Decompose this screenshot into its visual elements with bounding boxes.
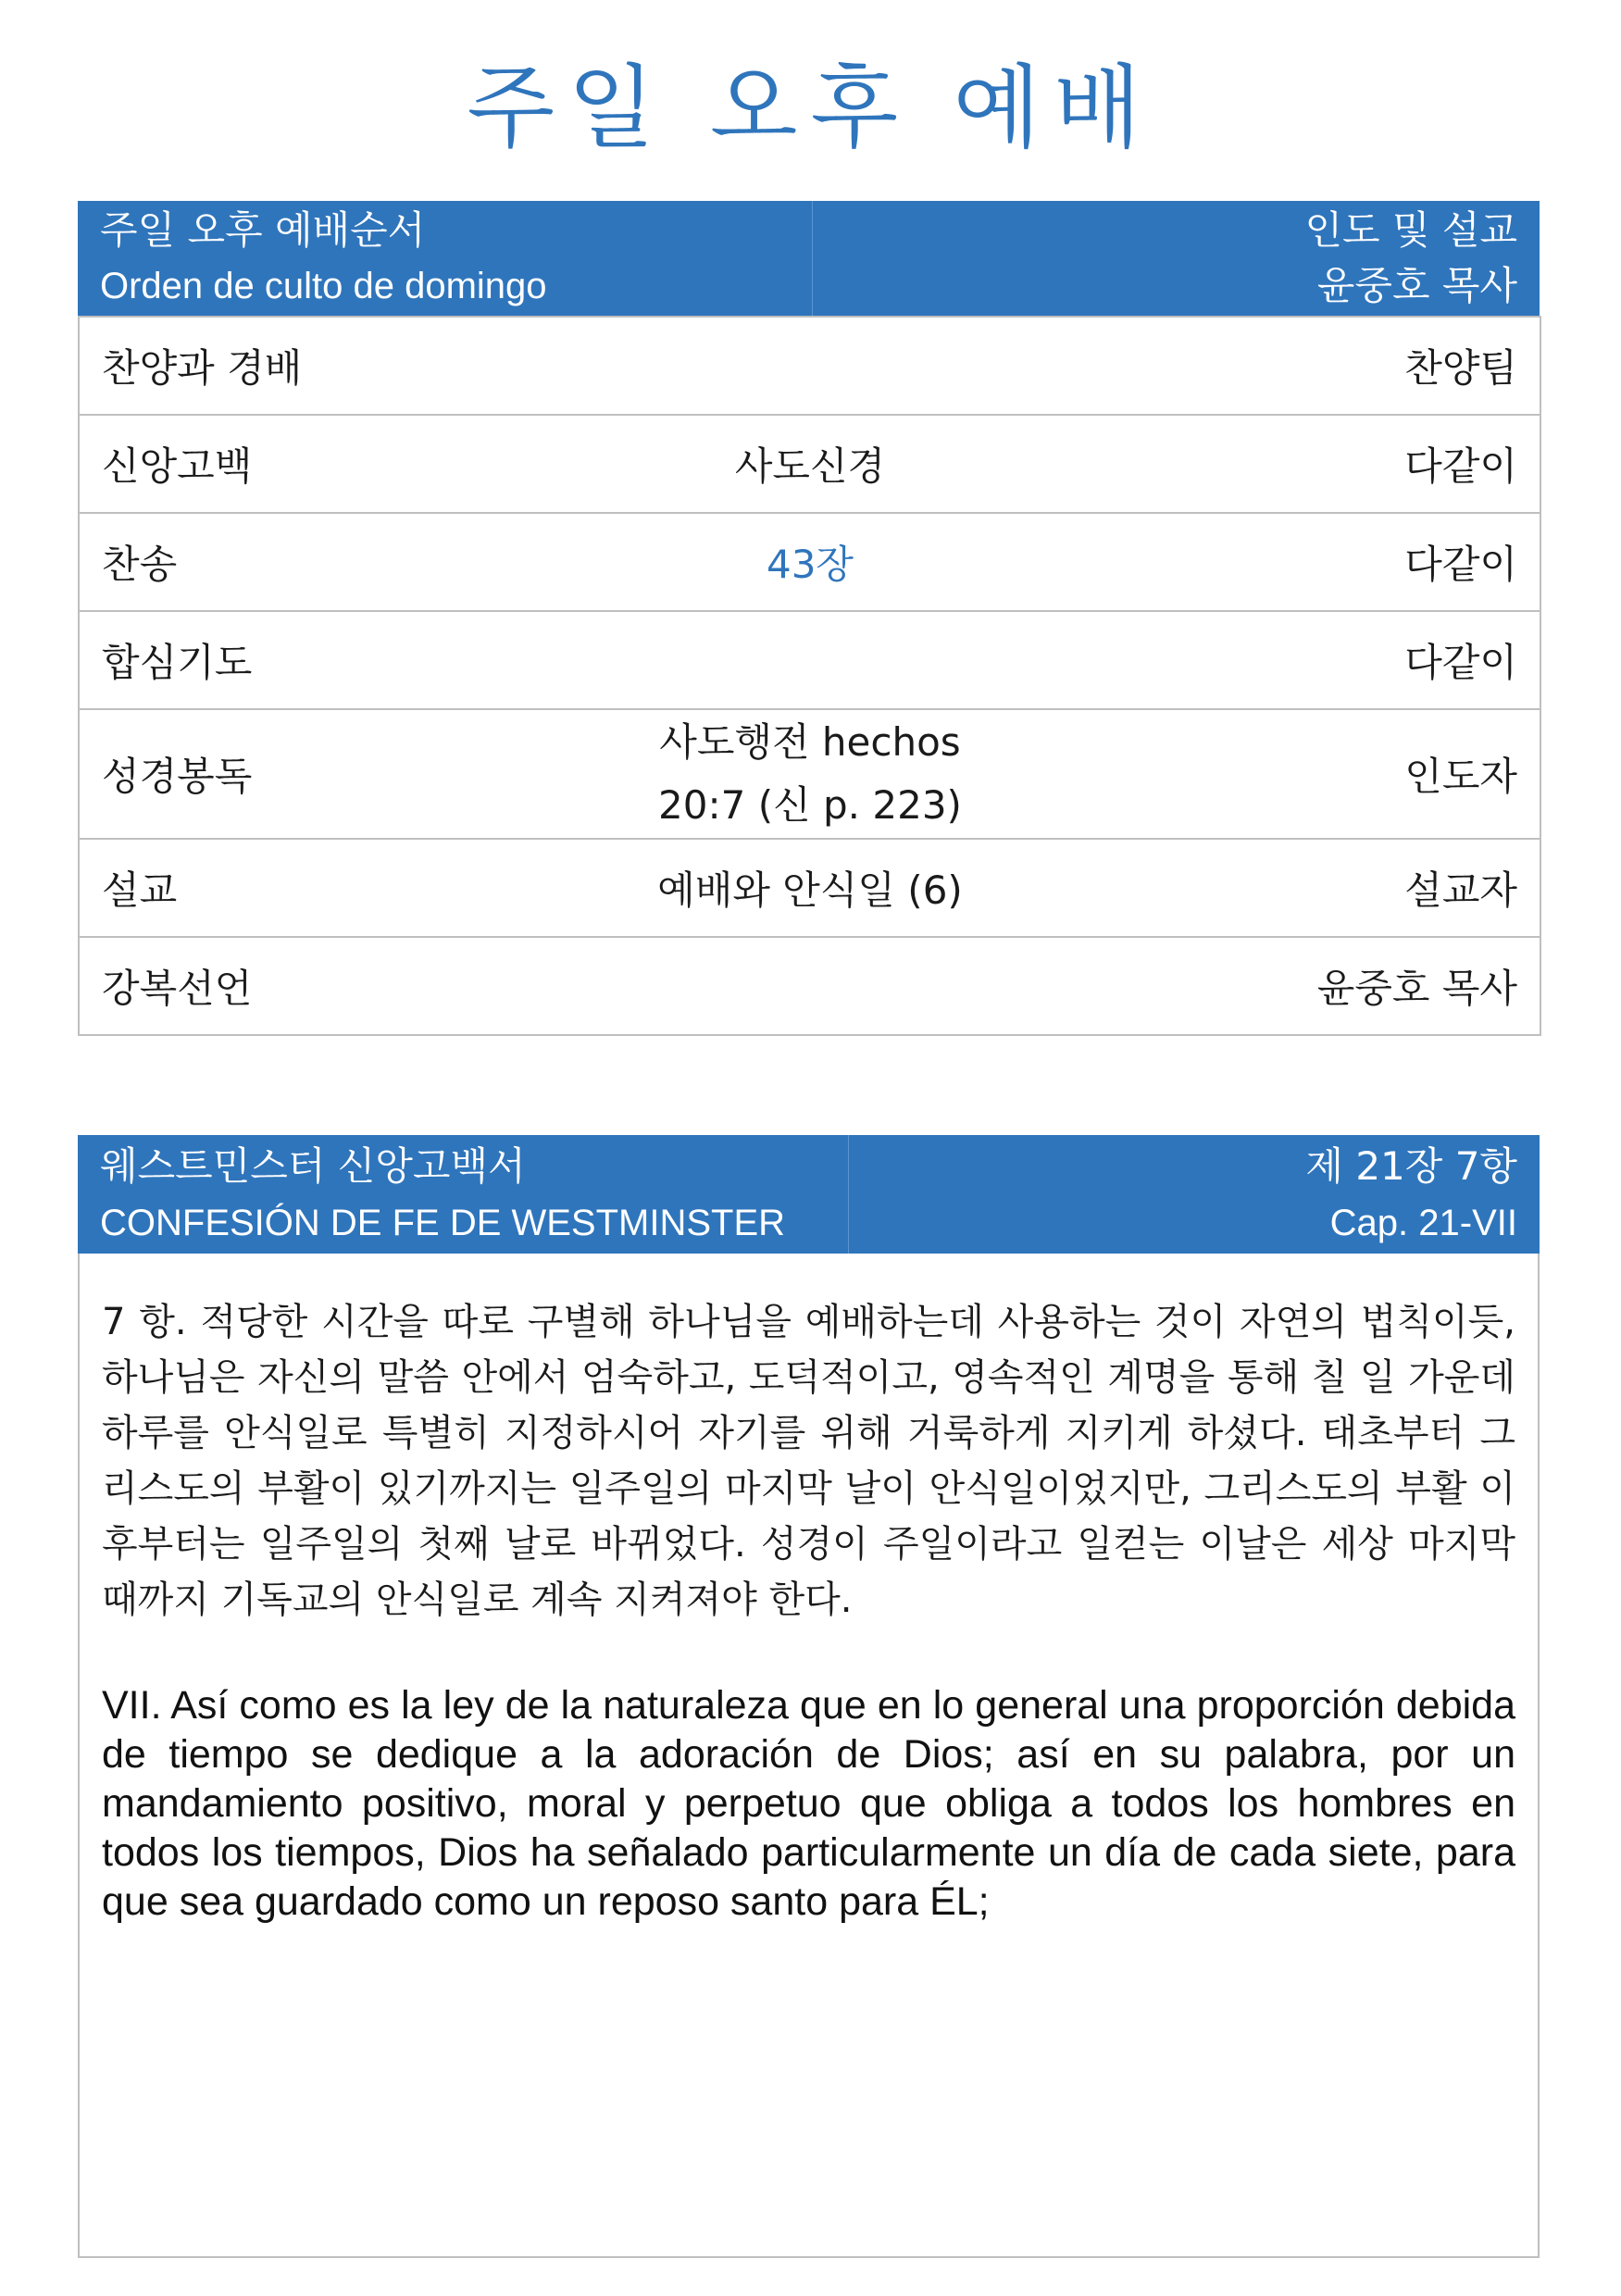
order-leader: 다같이	[1143, 513, 1540, 611]
table-row	[79, 513, 1540, 611]
worship-order-rows	[78, 316, 1541, 1036]
westminster-text-spanish: VII. Así como es la ley de la naturaleza que en lo general una proporción debida de tiempo se dedique a la adoración de Dios; así en su palabra, por un mandamiento positivo, moral y perpetuo que obliga a todos los hombres en todos los tiempos, Dios ha señalado particularmente un día de cada siete, para que sea guardado como un reposo santo para ÉL;	[102, 1683, 1515, 1924]
order-leader: 다같이	[1143, 611, 1540, 709]
order-item: 성경봉독	[79, 709, 477, 839]
westminster-title-spanish: CONFESIÓN DE FE DE WESTMINSTER	[100, 1203, 786, 1243]
order-leader: 다같이	[1143, 415, 1540, 513]
order-leader: 인도자	[1143, 709, 1540, 839]
worship-order-header-right	[812, 201, 1540, 316]
order-detail	[477, 611, 1143, 709]
order-title-korean: 주일 오후 예배순서	[100, 207, 426, 253]
table-row	[79, 709, 1540, 839]
order-leader: 찬양팀	[1143, 317, 1540, 415]
westminster-body	[78, 1254, 1540, 2258]
order-item: 신앙고백	[79, 415, 477, 513]
page-title: 주일 오후 예배	[467, 56, 1154, 161]
order-leader: 설교자	[1143, 839, 1540, 937]
worship-order-header-left	[78, 201, 812, 316]
order-item: 찬양과 경배	[79, 317, 477, 415]
table-row	[79, 937, 1540, 1035]
order-item: 합심기도	[79, 611, 477, 709]
scripture-reference: 20:7 (신 p. 223)	[658, 782, 962, 828]
leader-role-label: 인도 및 설교	[1304, 207, 1518, 253]
sermon-title: 예배와 안식일 (6)	[477, 839, 1143, 937]
order-detail: 사도신경	[477, 415, 1143, 513]
worship-order-table	[78, 201, 1540, 316]
order-detail	[477, 937, 1143, 1035]
table-row	[79, 317, 1540, 415]
order-detail	[477, 317, 1143, 415]
order-item: 강복선언	[79, 937, 477, 1035]
westminster-header	[78, 1135, 1540, 1254]
table-row	[79, 415, 1540, 513]
order-item: 설교	[79, 839, 477, 937]
westminster-header-left	[78, 1135, 849, 1254]
scripture-reading-detail	[477, 709, 1143, 839]
westminster-title-korean: 웨스트민스터 신앙고백서	[100, 1143, 526, 1189]
order-item: 찬송	[79, 513, 477, 611]
westminster-chapter-spanish: Cap. 21-VII	[1329, 1203, 1517, 1243]
table-row	[79, 839, 1540, 937]
leader-name: 윤중호 목사	[1316, 263, 1518, 308]
hymn-number: 43장	[477, 513, 1143, 611]
worship-order-header	[78, 201, 1540, 316]
order-leader: 윤중호 목사	[1143, 937, 1540, 1035]
order-title-spanish: Orden de culto de domingo	[100, 266, 547, 306]
westminster-chapter-korean: 제 21장 7항	[1305, 1143, 1517, 1189]
table-row	[79, 611, 1540, 709]
westminster-text-korean: 7 항. 적당한 시간을 따로 구별해 하나님을 예배하는데 사용하는 것이 자연의 법칙이듯, 하나님은 자신의 말씀 안에서 엄숙하고, 도덕적이고, 영속적인 계명을 통해 칠 일 가운데 하루를 안식일로 특별히 지정하시어 자기를 위해 거룩하게 지키게 하셨다. 태초부터 그리스도의 부활이 있기까지는 일주일의 마지막 날이 안식일이었지만, 그리스도의 부활 이후부터는 일주일의 첫째 날로 바뀌었다. 성경이 주일이라고 일컫는 이날은 세상 마지막 때까지 기독교의 안식일로 계속 지켜져야 한다.	[102, 1301, 1515, 1621]
scripture-book: 사도행전 hechos	[659, 719, 961, 765]
westminster-header-right	[849, 1135, 1540, 1254]
